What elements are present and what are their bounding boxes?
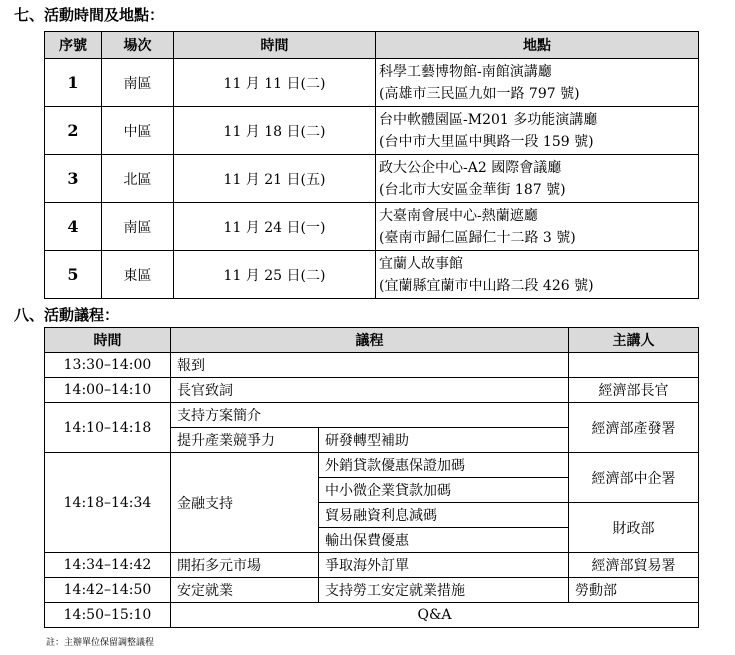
row-zone: 南區 [102,203,174,251]
table-row [45,155,699,203]
agenda-speaker: 勞動部 [569,578,699,603]
venue-address: (臺南市歸仁區歸仁十二路 3 號) [379,229,576,246]
agenda-subitem: 提升產業競爭力 [171,428,319,453]
row-date: 11 月 24 日(一) [174,203,376,251]
venue-table [44,31,699,299]
row-zone: 北區 [102,155,174,203]
agenda-subitem: 開拓多元市場 [171,553,319,578]
table-row [45,603,699,628]
table-row [45,203,699,251]
table-row [45,107,699,155]
header-agenda: 議程 [171,328,569,353]
row-date: 11 月 21 日(五) [174,155,376,203]
agenda-item: 報到 [171,353,569,378]
venue-address: (高雄市三民區九如一路 797 號) [379,85,580,102]
agenda-time: 14:34–14:42 [45,553,171,578]
row-date: 11 月 18 日(二) [174,107,376,155]
table-row [45,453,699,478]
row-number: 2 [45,107,102,155]
agenda-time: 14:00–14:10 [45,378,171,403]
header-speaker: 主講人 [569,328,699,353]
agenda-time: 14:10–14:18 [45,403,171,453]
agenda-speaker: 經濟部長官 [569,378,699,403]
venue-name: 大臺南會展中心-熱蘭遮廳 [379,207,538,224]
venue-address: (台北市大安區金華街 187 號) [379,181,566,198]
agenda-table-header [45,328,699,353]
venue-name: 科學工藝博物館-南館演講廳 [379,63,552,80]
agenda-item: Q&A [171,603,699,628]
agenda-detail: 中小微企業貸款加碼 [319,478,569,503]
row-zone: 中區 [102,107,174,155]
agenda-speaker [569,353,699,378]
row-number: 4 [45,203,102,251]
row-venue [376,59,699,107]
agenda-detail: 研發轉型補助 [319,428,569,453]
agenda-time: 14:42–14:50 [45,578,171,603]
header-no: 序號 [45,32,102,59]
row-number: 1 [45,59,102,107]
table-row [45,578,699,603]
row-venue [376,107,699,155]
venue-address: (宜蘭縣宜蘭市中山路二段 426 號) [379,277,594,294]
agenda-detail: 貿易融資利息減碼 [319,503,569,528]
section8-heading: 八、活動議程： [14,306,120,324]
table-row [45,553,699,578]
agenda-detail: 爭取海外訂單 [319,553,569,578]
agenda-table [44,327,699,628]
agenda-subitem: 金融支持 [171,453,319,553]
row-venue [376,203,699,251]
agenda-subitem: 安定就業 [171,578,319,603]
venue-table-header [45,32,699,59]
agenda-time: 13:30–14:00 [45,353,171,378]
header-time: 時間 [45,328,171,353]
row-zone: 東區 [102,251,174,299]
agenda-item: 支持方案簡介 [171,403,569,428]
table-row [45,251,699,299]
venue-address: (台中市大里區中興路一段 159 號) [379,133,594,150]
header-zone: 場次 [102,32,174,59]
venue-name: 政大公企中心-A2 國際會議廳 [379,159,562,176]
table-row [45,403,699,428]
agenda-detail: 支持勞工安定就業措施 [319,578,569,603]
row-zone: 南區 [102,59,174,107]
row-number: 5 [45,251,102,299]
header-venue: 地點 [376,32,699,59]
row-number: 3 [45,155,102,203]
agenda-item: 長官致詞 [171,378,569,403]
row-venue [376,251,699,299]
row-date: 11 月 25 日(二) [174,251,376,299]
agenda-speaker: 財政部 [569,503,699,553]
agenda-detail: 外銷貸款優惠保證加碼 [319,453,569,478]
section7-heading: 七、活動時間及地點： [14,6,165,24]
venue-name: 台中軟體園區-M201 多功能演講廳 [379,111,598,128]
agenda-speaker: 經濟部產發署 [569,403,699,453]
row-date: 11 月 11 日(二) [174,59,376,107]
table-row [45,378,699,403]
agenda-detail: 輸出保費優惠 [319,528,569,553]
row-venue [376,155,699,203]
header-time: 時間 [174,32,376,59]
table-row [45,353,699,378]
table-row [45,59,699,107]
agenda-speaker: 經濟部中企署 [569,453,699,503]
venue-name: 宜蘭人故事館 [379,255,463,272]
agenda-time: 14:18–14:34 [45,453,171,553]
footnote: 註：主辦單位保留調整議程 [46,638,155,648]
agenda-time: 14:50–15:10 [45,603,171,628]
agenda-speaker: 經濟部貿易署 [569,553,699,578]
